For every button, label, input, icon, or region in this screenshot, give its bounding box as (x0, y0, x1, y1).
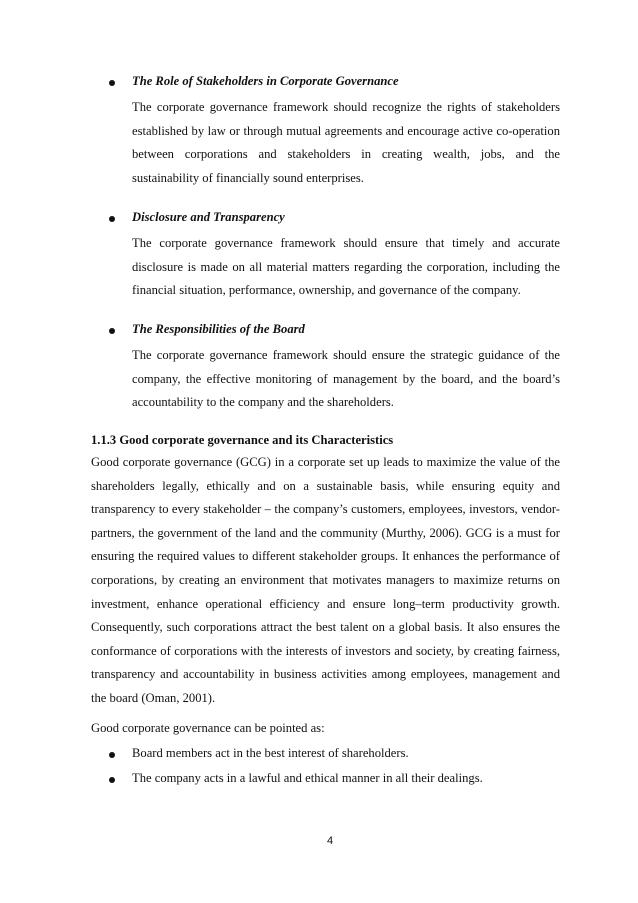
bullet-icon (109, 328, 115, 334)
principle-title: Disclosure and Transparency (132, 210, 285, 224)
principle-body: The corporate governance framework should ensure the strategic guidance of the company, the effective monitoring of management by the board, and the board’s accountability to the company and the shareholders. (132, 348, 560, 410)
list-item-text: The company acts in a lawful and ethical manner in all their dealings. (132, 771, 483, 785)
list-item (0, 771, 638, 791)
bullet-icon (109, 80, 115, 86)
bullet-icon (109, 777, 115, 783)
principle-body: The corporate governance framework should ensure that timely and accurate disclosure is made on all material matters regarding the corporation, including the financial situation, performance, ownership, and governance of the company. (132, 236, 560, 298)
section-paragraph: Good corporate governance (GCG) in a corporate set up leads to maximize the value of the shareholders legally, ethically and on a sustainable basis, while ensuring equity and transparency to every stakeholder – the company’s customers, employees, investors, vendor-partners, the government of the land and the community (Murthy, 2006). GCG is a must for ensuring the required values to different stakeholder groups. It enhances the performance of corporations, by creating an environment that motivates managers to maximize returns on investment, enhance operational efficiency and ensure long–term productivity growth. Consequently, such corporations attract the best talent on a global basis. It also ensures the conformance of corporations with the interests of investors and society, by creating fairness, transparency and accountability in business activities among employees, management and the board (Oman, 2001). (91, 455, 560, 705)
list-item (0, 746, 638, 766)
bullet-icon (109, 216, 115, 222)
section-heading: 1.1.3 Good corporate governance and its Characteristics (91, 433, 394, 447)
list-intro: Good corporate governance can be pointed as: (91, 721, 325, 735)
list-item-text: Board members act in the best interest of shareholders. (132, 746, 409, 760)
bullet-icon (109, 752, 115, 758)
principle-body: The corporate governance framework should recognize the rights of stakeholders established by law or through mutual agreements and encourage active co-operation between corporations and stakeholders in creating wealth, jobs, and the sustainability of financially sound enterprises. (132, 100, 560, 185)
page-number: 4 (326, 835, 334, 847)
principle-title: The Role of Stakeholders in Corporate Governance (132, 74, 399, 88)
principle-title: The Responsibilities of the Board (132, 322, 305, 336)
